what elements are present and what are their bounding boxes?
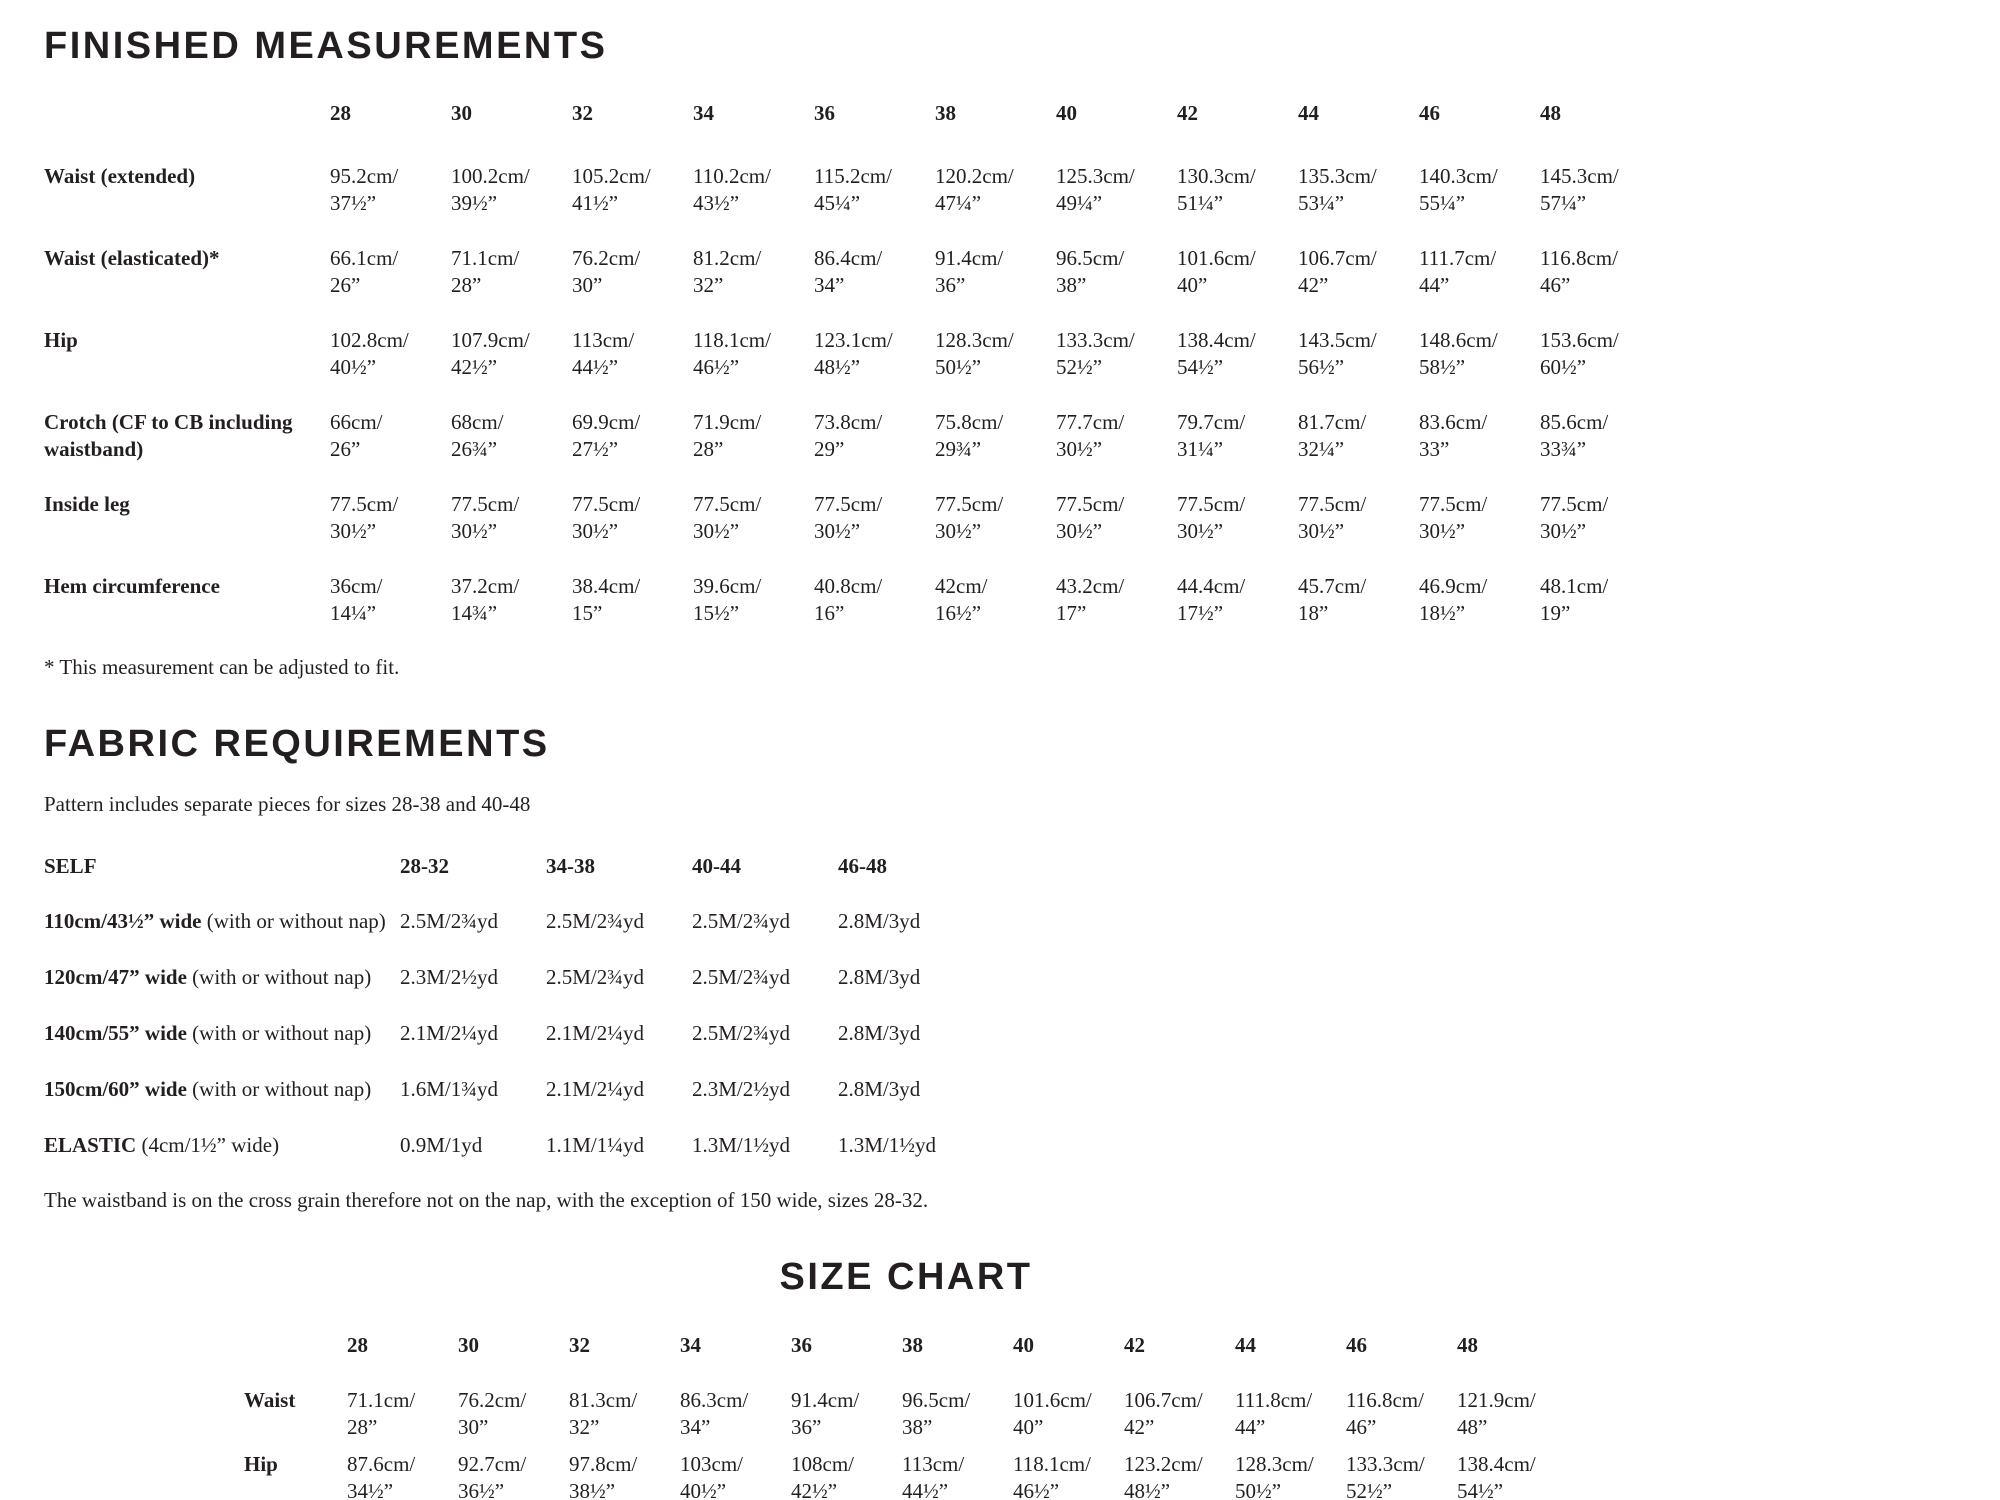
finished-measurements-cell-48: 85.6cm/ 33¾” <box>1540 409 1609 461</box>
fabric-requirements-row-label: 120cm/47” wide (with or without nap) <box>44 964 372 989</box>
size-chart-size-header-28: 28 <box>347 1333 368 1358</box>
fabric-requirements-table <box>44 853 2000 1159</box>
finished-measurements-size-header-48: 48 <box>1540 100 1561 125</box>
size-chart-cell-32: 81.3cm/ 32” <box>569 1388 638 1440</box>
finished-measurements-row-label: Crotch (CF to CB including waistband) <box>44 409 293 461</box>
finished-measurements-cell-46: 148.6cm/ 58½” <box>1419 327 1498 379</box>
finished-measurements-cell-32: 69.9cm/ 27½” <box>572 409 641 461</box>
finished-measurements-size-header-46: 46 <box>1419 100 1440 125</box>
finished-measurements-cell-38: 42cm/ 16½” <box>935 573 988 625</box>
size-chart-cell-30: 92.7cm/ 36½” <box>458 1452 527 1500</box>
size-chart-cell-28: 87.6cm/ 34½” <box>347 1452 416 1500</box>
finished-measurements-cell-36: 115.2cm/ 45¼” <box>814 163 892 215</box>
finished-measurements-cell-44: 77.5cm/ 30½” <box>1298 491 1367 543</box>
finished-measurements-cell-48: 77.5cm/ 30½” <box>1540 491 1609 543</box>
size-chart-cell-28: 71.1cm/ 28” <box>347 1388 416 1440</box>
fabric-requirements-cell-40-44: 1.3M/1½yd <box>692 1132 791 1157</box>
fabric-requirements-note: The waistband is on the cross grain therefore not on the nap, with the exception of 150 wide, sizes 28-32. <box>44 1187 929 1212</box>
fabric-requirements-cell-34-38: 1.1M/1¼yd <box>546 1132 645 1157</box>
finished-measurements-cell-48: 153.6cm/ 60½” <box>1540 327 1619 379</box>
fabric-requirements-subtitle: Pattern includes separate pieces for sizes 28-38 and 40-48 <box>44 791 531 816</box>
size-chart-cell-46: 133.3cm/ 52½” <box>1346 1452 1425 1500</box>
finished-measurements-row-label: Inside leg <box>44 491 130 516</box>
fabric-requirements-row-4 <box>44 1132 2000 1159</box>
finished-measurements-cell-46: 83.6cm/ 33” <box>1419 409 1488 461</box>
fabric-requirements-cell-34-38: 2.5M/2¾yd <box>546 908 645 933</box>
finished-measurements-title: FINISHED MEASUREMENTS <box>44 25 608 67</box>
finished-measurements-size-header-40: 40 <box>1056 100 1077 125</box>
size-chart-cell-34: 86.3cm/ 34” <box>680 1388 749 1440</box>
finished-measurements-cell-46: 46.9cm/ 18½” <box>1419 573 1488 625</box>
fabric-requirements-cell-28-32: 2.1M/2¼yd <box>400 1020 499 1045</box>
finished-measurements-size-header-44: 44 <box>1298 100 1319 125</box>
finished-measurements-cell-34: 110.2cm/ 43½” <box>693 163 771 215</box>
finished-measurements-cell-30: 100.2cm/ 39½” <box>451 163 530 215</box>
finished-measurements-cell-40: 77.5cm/ 30½” <box>1056 491 1125 543</box>
finished-measurements-row-label: Waist (extended) <box>44 163 196 188</box>
fabric-requirements-cell-28-32: 2.5M/2¾yd <box>400 908 499 933</box>
size-chart-cell-30: 76.2cm/ 30” <box>458 1388 527 1440</box>
finished-measurements-cell-36: 86.4cm/ 34” <box>814 245 883 297</box>
size-chart-row-label: Hip <box>244 1452 278 1477</box>
finished-measurements-cell-30: 37.2cm/ 14¾” <box>451 573 520 625</box>
fabric-requirements-cell-46-48: 1.3M/1½yd <box>838 1132 937 1157</box>
fabric-requirements-row-label: 150cm/60” wide (with or without nap) <box>44 1076 372 1101</box>
finished-measurements-size-header-28: 28 <box>330 100 351 125</box>
fabric-requirements-size-header-28-32: 28-32 <box>400 853 449 878</box>
size-chart-cell-48: 138.4cm/ 54½” <box>1457 1452 1536 1500</box>
finished-measurements-row-1 <box>44 245 2000 299</box>
finished-measurements-cell-40: 43.2cm/ 17” <box>1056 573 1125 625</box>
finished-measurements-size-header-32: 32 <box>572 100 593 125</box>
finished-measurements-cell-46: 140.3cm/ 55¼” <box>1419 163 1498 215</box>
finished-measurements-cell-32: 113cm/ 44½” <box>572 327 635 379</box>
finished-measurements-cell-46: 111.7cm/ 44” <box>1419 245 1497 297</box>
size-chart-size-header-46: 46 <box>1346 1333 1367 1358</box>
fabric-requirements-cell-40-44: 2.3M/2½yd <box>692 1076 791 1101</box>
finished-measurements-row-5 <box>44 573 2000 627</box>
size-chart-cell-44: 111.8cm/ 44” <box>1235 1388 1313 1440</box>
finished-measurements-row-label: Hem circumference <box>44 573 220 598</box>
finished-measurements-cell-42: 130.3cm/ 51¼” <box>1177 163 1256 215</box>
finished-measurements-row-4 <box>44 491 2000 545</box>
finished-measurements-cell-38: 77.5cm/ 30½” <box>935 491 1004 543</box>
finished-measurements-cell-34: 81.2cm/ 32” <box>693 245 762 297</box>
finished-measurements-row-label: Hip <box>44 327 78 352</box>
size-chart-size-header-38: 38 <box>902 1333 923 1358</box>
finished-measurements-footnote: * This measurement can be adjusted to fit. <box>44 654 400 679</box>
fabric-requirements-cell-40-44: 2.5M/2¾yd <box>692 964 791 989</box>
fabric-requirements-cell-34-38: 2.5M/2¾yd <box>546 964 645 989</box>
finished-measurements-cell-44: 45.7cm/ 18” <box>1298 573 1367 625</box>
size-chart-size-header-32: 32 <box>569 1333 590 1358</box>
finished-measurements-row-label: Waist (elasticated)* <box>44 245 220 270</box>
size-chart-row-1 <box>244 1451 1568 1500</box>
size-chart-row-label: Waist <box>244 1388 296 1413</box>
finished-measurements-row-2 <box>44 327 2000 381</box>
fabric-requirements-row-0 <box>44 908 2000 935</box>
finished-measurements-cell-48: 145.3cm/ 57¼” <box>1540 163 1619 215</box>
finished-measurements-cell-28: 36cm/ 14¼” <box>330 573 383 625</box>
finished-measurements-cell-32: 105.2cm/ 41½” <box>572 163 651 215</box>
finished-measurements-cell-40: 133.3cm/ 52½” <box>1056 327 1135 379</box>
fabric-requirements-cell-40-44: 2.5M/2¾yd <box>692 1020 791 1045</box>
fabric-requirements-cell-28-32: 2.3M/2½yd <box>400 964 499 989</box>
size-chart-cell-44: 128.3cm/ 50½” <box>1235 1452 1314 1500</box>
finished-measurements-cell-30: 71.1cm/ 28” <box>451 245 520 297</box>
finished-measurements-cell-28: 66cm/ 26” <box>330 409 383 461</box>
size-chart-cell-46: 116.8cm/ 46” <box>1346 1388 1424 1440</box>
size-chart-size-header-30: 30 <box>458 1333 479 1358</box>
finished-measurements-cell-30: 107.9cm/ 42½” <box>451 327 530 379</box>
finished-measurements-size-header-30: 30 <box>451 100 472 125</box>
finished-measurements-cell-34: 39.6cm/ 15½” <box>693 573 762 625</box>
fabric-requirements-cell-28-32: 0.9M/1yd <box>400 1132 483 1157</box>
finished-measurements-cell-40: 77.7cm/ 30½” <box>1056 409 1125 461</box>
fabric-requirements-title: FABRIC REQUIREMENTS <box>44 722 550 765</box>
size-chart-row-0 <box>244 1387 1568 1441</box>
finished-measurements-cell-48: 48.1cm/ 19” <box>1540 573 1609 625</box>
size-chart-table <box>244 1332 1568 1500</box>
finished-measurements-cell-42: 44.4cm/ 17½” <box>1177 573 1246 625</box>
fabric-requirements-row-label: 140cm/55” wide (with or without nap) <box>44 1020 372 1045</box>
finished-measurements-cell-34: 118.1cm/ 46½” <box>693 327 771 379</box>
fabric-requirements-cell-34-38: 2.1M/2¼yd <box>546 1020 645 1045</box>
finished-measurements-cell-42: 101.6cm/ 40” <box>1177 245 1256 297</box>
finished-measurements-size-header-42: 42 <box>1177 100 1198 125</box>
fabric-requirements-cell-34-38: 2.1M/2¼yd <box>546 1076 645 1101</box>
size-chart-cell-34: 103cm/ 40½” <box>680 1452 743 1500</box>
finished-measurements-cell-34: 77.5cm/ 30½” <box>693 491 762 543</box>
finished-measurements-size-header-38: 38 <box>935 100 956 125</box>
fabric-requirements-cell-46-48: 2.8M/3yd <box>838 1076 921 1101</box>
finished-measurements-cell-32: 77.5cm/ 30½” <box>572 491 641 543</box>
finished-measurements-cell-36: 40.8cm/ 16” <box>814 573 883 625</box>
finished-measurements-header-row <box>44 100 2000 127</box>
finished-measurements-row-3 <box>44 409 2000 463</box>
size-chart-section <box>244 1257 1568 1500</box>
fabric-requirements-cell-28-32: 1.6M/1¾yd <box>400 1076 499 1101</box>
finished-measurements-cell-30: 77.5cm/ 30½” <box>451 491 520 543</box>
size-chart-size-header-48: 48 <box>1457 1333 1478 1358</box>
size-chart-cell-36: 108cm/ 42½” <box>791 1452 854 1500</box>
finished-measurements-cell-38: 75.8cm/ 29¾” <box>935 409 1004 461</box>
fabric-requirements-cell-46-48: 2.8M/3yd <box>838 964 921 989</box>
finished-measurements-cell-46: 77.5cm/ 30½” <box>1419 491 1488 543</box>
finished-measurements-cell-42: 79.7cm/ 31¼” <box>1177 409 1246 461</box>
size-chart-size-header-34: 34 <box>680 1333 701 1358</box>
fabric-requirements-row-label: 110cm/43½” wide (with or without nap) <box>44 908 386 933</box>
finished-measurements-cell-32: 38.4cm/ 15” <box>572 573 641 625</box>
finished-measurements-cell-30: 68cm/ 26¾” <box>451 409 504 461</box>
size-chart-size-header-40: 40 <box>1013 1333 1034 1358</box>
finished-measurements-cell-40: 125.3cm/ 49¼” <box>1056 163 1135 215</box>
finished-measurements-cell-44: 143.5cm/ 56½” <box>1298 327 1377 379</box>
finished-measurements-cell-36: 73.8cm/ 29” <box>814 409 883 461</box>
fabric-requirements-row-1 <box>44 964 2000 991</box>
fabric-requirements-cell-46-48: 2.8M/3yd <box>838 908 921 933</box>
finished-measurements-cell-38: 128.3cm/ 50½” <box>935 327 1014 379</box>
fabric-requirements-header-row <box>44 853 2000 880</box>
fabric-requirements-row-label: ELASTIC (4cm/1½” wide) <box>44 1132 280 1157</box>
size-chart-cell-32: 97.8cm/ 38½” <box>569 1452 638 1500</box>
finished-measurements-table <box>44 100 2000 627</box>
finished-measurements-cell-34: 71.9cm/ 28” <box>693 409 762 461</box>
fabric-requirements-cell-46-48: 2.8M/3yd <box>838 1020 921 1045</box>
finished-measurements-cell-42: 138.4cm/ 54½” <box>1177 327 1256 379</box>
finished-measurements-cell-44: 106.7cm/ 42” <box>1298 245 1377 297</box>
finished-measurements-cell-28: 77.5cm/ 30½” <box>330 491 399 543</box>
size-chart-cell-36: 91.4cm/ 36” <box>791 1388 860 1440</box>
size-chart-size-header-44: 44 <box>1235 1333 1256 1358</box>
finished-measurements-cell-40: 96.5cm/ 38” <box>1056 245 1125 297</box>
finished-measurements-cell-48: 116.8cm/ 46” <box>1540 245 1618 297</box>
size-chart-cell-42: 123.2cm/ 48½” <box>1124 1452 1203 1500</box>
finished-measurements-cell-44: 135.3cm/ 53¼” <box>1298 163 1377 215</box>
finished-measurements-cell-36: 77.5cm/ 30½” <box>814 491 883 543</box>
fabric-requirements-size-header-46-48: 46-48 <box>838 853 887 878</box>
finished-measurements-size-header-34: 34 <box>693 100 714 125</box>
size-chart-cell-40: 101.6cm/ 40” <box>1013 1388 1092 1440</box>
finished-measurements-cell-44: 81.7cm/ 32¼” <box>1298 409 1367 461</box>
finished-measurements-cell-38: 91.4cm/ 36” <box>935 245 1004 297</box>
size-chart-cell-48: 121.9cm/ 48” <box>1457 1388 1536 1440</box>
finished-measurements-cell-36: 123.1cm/ 48½” <box>814 327 893 379</box>
finished-measurements-cell-32: 76.2cm/ 30” <box>572 245 641 297</box>
finished-measurements-size-header-36: 36 <box>814 100 835 125</box>
fabric-requirements-row-3 <box>44 1076 2000 1103</box>
fabric-requirements-size-header-40-44: 40-44 <box>692 853 741 878</box>
finished-measurements-section <box>44 26 2000 680</box>
finished-measurements-cell-28: 95.2cm/ 37½” <box>330 163 399 215</box>
finished-measurements-cell-38: 120.2cm/ 47¼” <box>935 163 1014 215</box>
fabric-requirements-row-2 <box>44 1020 2000 1047</box>
finished-measurements-cell-42: 77.5cm/ 30½” <box>1177 491 1246 543</box>
size-chart-size-header-36: 36 <box>791 1333 812 1358</box>
size-chart-size-header-42: 42 <box>1124 1333 1145 1358</box>
size-chart-cell-42: 106.7cm/ 42” <box>1124 1388 1203 1440</box>
fabric-requirements-size-header-34-38: 34-38 <box>546 853 595 878</box>
size-chart-header-row <box>244 1332 1568 1359</box>
size-chart-cell-38: 96.5cm/ 38” <box>902 1388 971 1440</box>
size-chart-cell-38: 113cm/ 44½” <box>902 1452 965 1500</box>
fabric-requirements-cell-40-44: 2.5M/2¾yd <box>692 908 791 933</box>
fabric-requirements-header-label: SELF <box>44 853 97 878</box>
finished-measurements-cell-28: 66.1cm/ 26” <box>330 245 399 297</box>
size-chart-cell-40: 118.1cm/ 46½” <box>1013 1452 1091 1500</box>
finished-measurements-row-0 <box>44 163 2000 217</box>
size-chart-title: SIZE CHART <box>779 1255 1033 1298</box>
fabric-requirements-section <box>44 724 2000 1213</box>
finished-measurements-cell-28: 102.8cm/ 40½” <box>330 327 409 379</box>
